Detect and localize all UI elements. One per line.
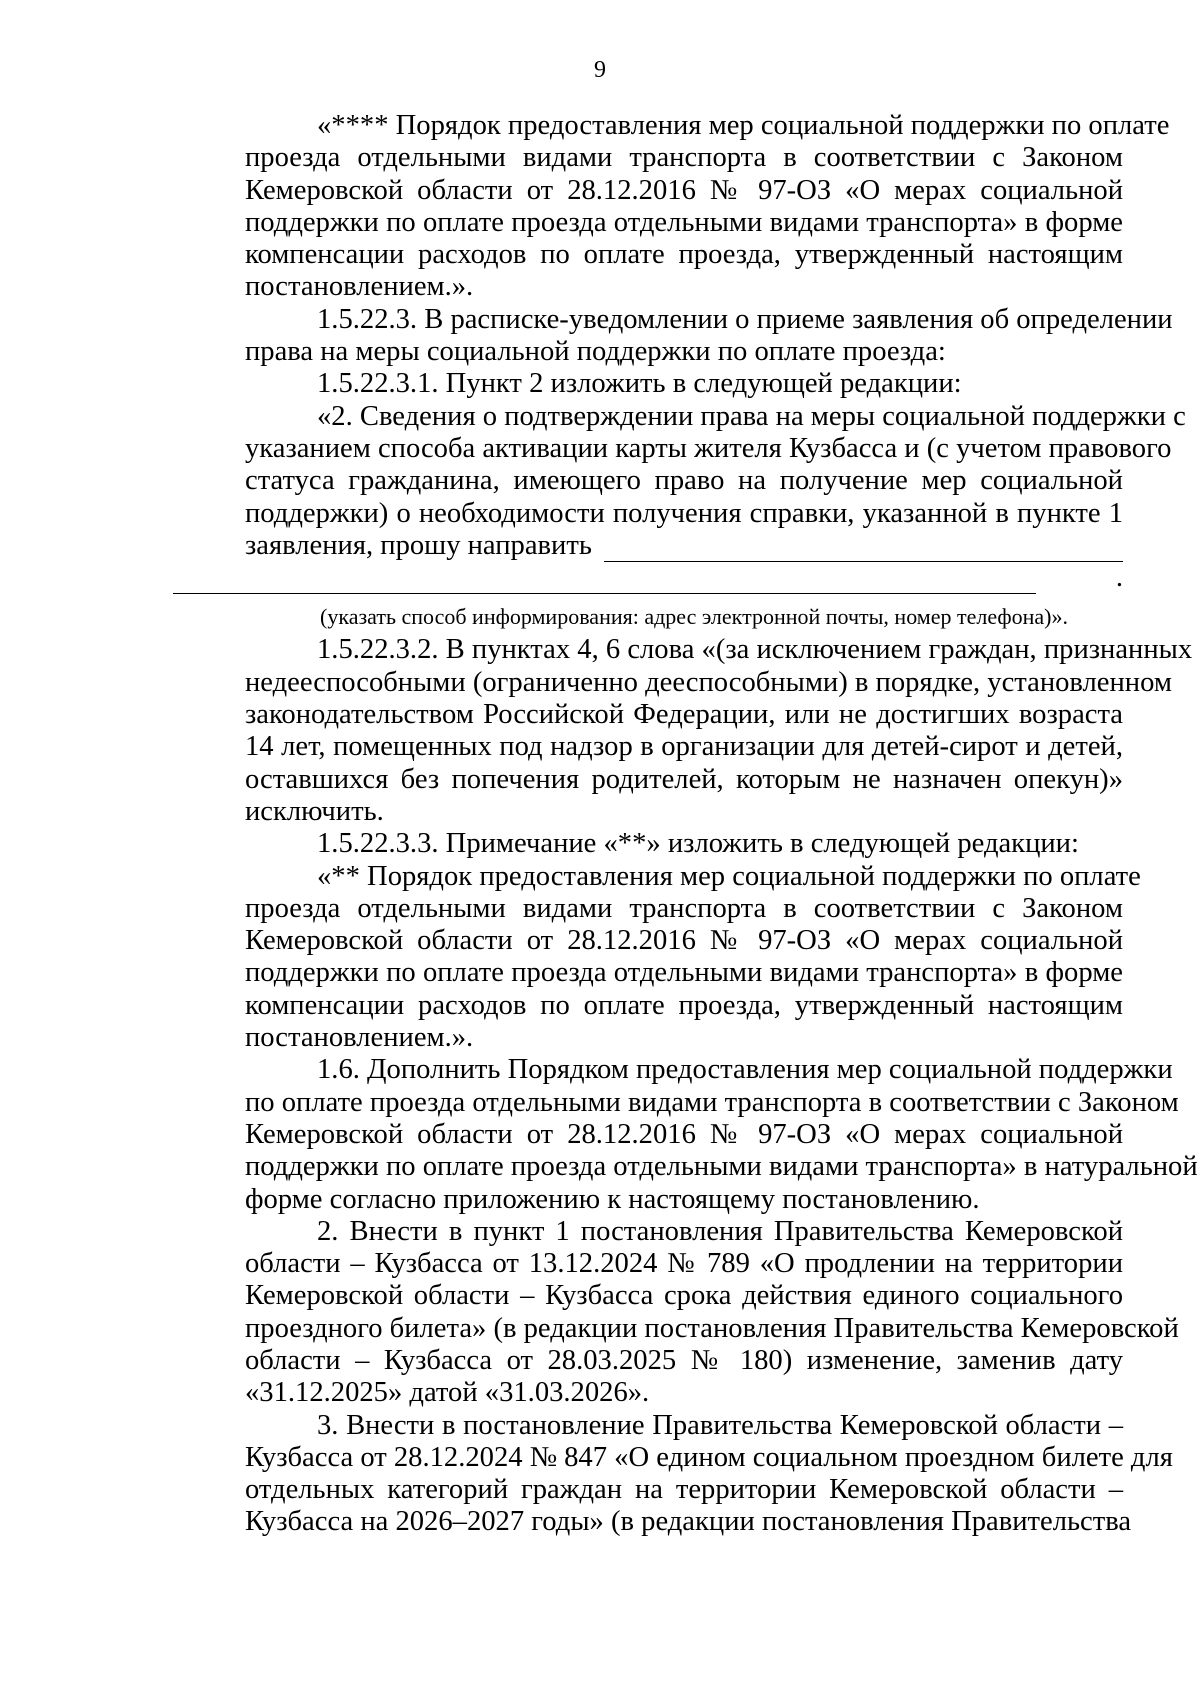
text-line: законодательством Российской Федерации, или не достигших возраста [245,699,1123,731]
text-line: Кузбасса на 2026–2027 годы» (в редакции постановления Правительства [245,1506,1132,1538]
text-line: Кузбасса от 28.12.2024 № 847 «О едином социальном проездном билете для [245,1441,1173,1473]
text-line: Кемеровской области от 28.12.2016 № 97-ОЗ «О мерах социальной [245,925,1123,957]
text-line: проездного билета» (в редакции постановления Правительства Кемеровской [245,1312,1179,1344]
text-line: поддержки) о необходимости получения справки, указанной в пункте 1 [245,497,1123,529]
text-line: форме согласно приложению к настоящему постановлению. [245,1183,980,1215]
text-line: области – Кузбасса от 28.03.2025 № 180) изменение, заменив дату [245,1344,1123,1376]
text-line: права на меры социальной поддержки по оплате проезда: [245,336,946,368]
quoted-note-2stars [173,860,1141,1055]
clause-1-5-22-3-2 [173,634,1193,828]
fill-in-row [173,530,1123,562]
text-line: 14 лет, помещенных под надзор в организации для детей-сирот и детей, [245,731,1123,763]
text-line: «2. Сведения о подтверждении права на меры социальной поддержки с [317,400,1186,432]
text-line: постановлением.». [245,271,474,303]
text-line: постановлением.». [245,1022,474,1054]
text-line: Кемеровской области – Кузбасса срока действия единого социального [245,1280,1123,1312]
text-line: исключить. [245,795,384,827]
text-line: компенсации расходов по оплате проезда, утвержденный настоящим [245,989,1123,1021]
text-line: 1.5.22.3.1. Пункт 2 изложить в следующей редакции: [317,368,962,400]
document-body [173,110,1198,1539]
fill-in-row-2 [173,562,1123,594]
fill-in-hint: (указать способ информирования: адрес электронной почты, номер телефона)». [320,604,1068,630]
clause-2 [173,1215,1179,1410]
quoted-item-2 [173,400,1186,633]
text-line: по оплате проезда отдельными видами транспорта в соответствии с Законом [245,1086,1179,1118]
text-line: статуса гражданина, имеющего право на получение мер социальной [245,465,1123,497]
text-line: поддержки по оплате проезда отдельными видами транспорта» в форме [245,206,1123,238]
text-line: 1.5.22.3. В расписке-уведомлении о приеме заявления об определении [317,303,1173,335]
page-number: 9 [594,57,606,83]
clause-3 [173,1409,1173,1539]
clause-1-5-22-3-3 [173,828,1123,860]
text-line: 1.6. Дополнить Порядком предоставления мер социальной поддержки [317,1054,1173,1086]
clause-1-6 [173,1054,1198,1215]
fill-in-blank [604,535,1123,562]
text-line: Кемеровской области от 28.12.2016 № 97-ОЗ «О мерах социальной [245,1118,1123,1150]
text-line: «31.12.2025» датой «31.03.2026». [245,1377,650,1409]
text-line: компенсации расходов по оплате проезда, утвержденный настоящим [245,239,1123,271]
text-line: проезда отдельными видами транспорта в соответствии с Законом [245,142,1123,174]
quoted-note-4stars [173,110,1170,304]
text-line: недееспособными (ограниченно дееспособными) в порядке, установленном [245,666,1172,698]
fill-in-blank [173,569,1036,594]
text-line: поддержки по оплате проезда отдельными видами транспорта» в форме [245,957,1123,989]
text-line: 3. Внести в постановление Правительства Кемеровской области – [317,1409,1123,1441]
clause-1-5-22-3 [173,303,1173,369]
text-line: оставшихся без попечения родителей, которым не назначен опекун)» [245,763,1123,795]
fill-in-period: . [1115,562,1123,594]
text-line: области – Кузбасса от 13.12.2024 № 789 «О продлении на территории [245,1248,1123,1280]
text-line: 2. Внести в пункт 1 постановления Правительства Кемеровской [317,1215,1123,1247]
text-line: проезда отдельными видами транспорта в соответствии с Законом [245,892,1123,924]
fill-in-label: заявления, прошу направить [245,529,592,561]
text-line: отдельных категорий граждан на территории Кемеровской области – [245,1474,1123,1506]
text-line: 1.5.22.3.2. В пунктах 4, 6 слова «(за исключением граждан, признанных [317,634,1193,666]
text-line: «**** Порядок предоставления мер социальной поддержки по оплате [317,110,1170,141]
clause-1-5-22-3-1 [173,368,1123,400]
text-line: «** Порядок предоставления мер социальной поддержки по оплате [317,860,1141,892]
text-line: указанием способа активации карты жителя Кузбасса и (с учетом правового [245,432,1172,464]
text-line: поддержки по оплате проезда отдельными видами транспорта» в натуральной [245,1151,1198,1183]
text-line: Кемеровской области от 28.12.2016 № 97-ОЗ «О мерах социальной [245,174,1123,206]
text-line: 1.5.22.3.3. Примечание «**» изложить в следующей редакции: [317,828,1079,860]
